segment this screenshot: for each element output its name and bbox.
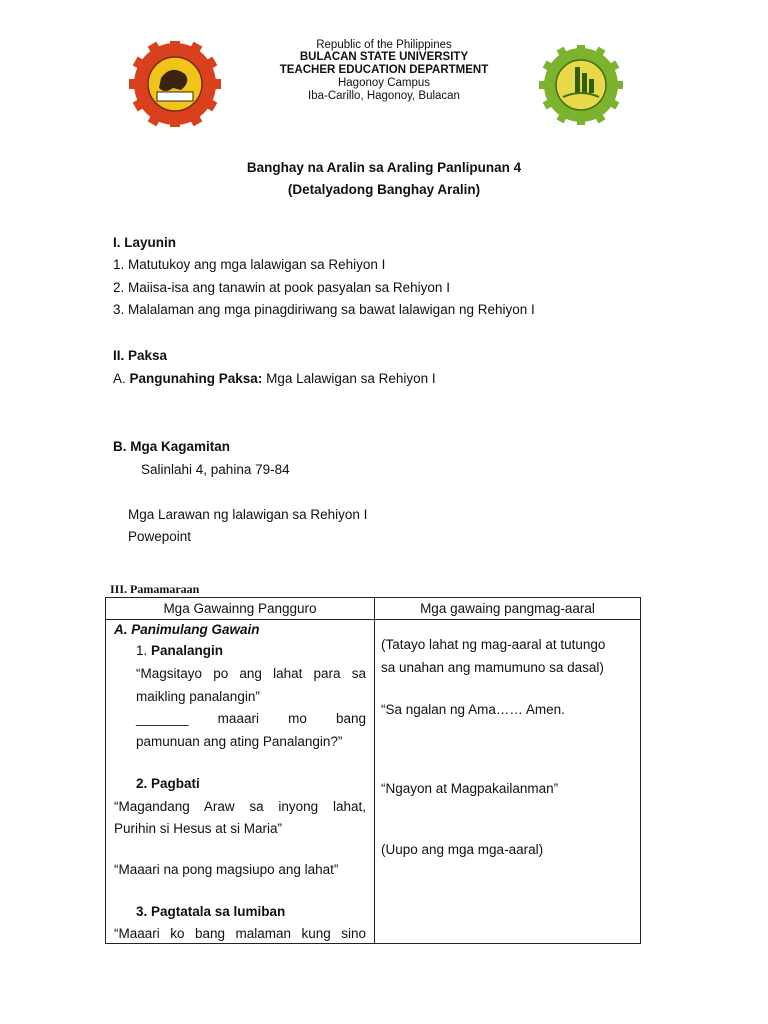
kagamitan-book: Salinlahi 4, pahina 79-84	[141, 462, 290, 477]
layunin-heading: I. Layunin	[113, 235, 177, 250]
paksa-heading: II. Paksa	[113, 348, 168, 363]
step-pagbati: 2. Pagbati	[136, 776, 200, 791]
student-line: “Sa ngalan ng Ama…… Amen.	[381, 702, 565, 717]
lesson-plan-title: Banghay na Aralin sa Araling Panlipunan 4	[246, 160, 522, 175]
layunin-item: 1. Matutukoy ang mga lalawigan sa Rehiyon I	[113, 257, 386, 272]
paksa-prefix: A.	[113, 371, 126, 386]
university-name: BULACAN STATE UNIVERSITY	[299, 51, 469, 63]
student-activities-cell	[375, 620, 641, 944]
teacher-line: pamunuan ang ating Panalangin?”	[136, 734, 343, 749]
campus-name: Hagonoy Campus	[337, 77, 431, 89]
step-label: Panalangin	[151, 643, 224, 658]
student-column-header: Mga gawaing pangmag-aaral	[375, 598, 641, 620]
teacher-column-header: Mga Gawainng Pangguro	[106, 598, 375, 620]
procedure-table	[105, 597, 641, 944]
lesson-plan-subtitle: (Detalyadong Banghay Aralin)	[287, 182, 481, 197]
student-line: sa unahan ang mamumuno sa dasal)	[381, 660, 604, 675]
pamamaraan-heading: III. Pamamaraan	[110, 582, 200, 596]
layunin-item: 3. Malalaman ang mga pinagdiriwang sa bawat lalawigan ng Rehiyon I	[113, 302, 535, 317]
kagamitan-item: Powepoint	[128, 529, 192, 544]
step-number: 1.	[136, 643, 148, 658]
student-line: (Tatayo lahat ng mag-aaral at tutungo	[381, 637, 606, 652]
department-name: TEACHER EDUCATION DEPARTMENT	[279, 64, 489, 76]
campus-address: Iba-Carillo, Hagonoy, Bulacan	[308, 90, 460, 102]
paksa-value: Mga Lalawigan sa Rehiyon I	[266, 371, 436, 386]
republic-line: Republic of the Philippines	[316, 39, 452, 51]
step-pagtatala: 3. Pagtatala sa lumiban	[136, 904, 286, 919]
student-line: (Uupo ang mga mga-aaral)	[381, 842, 544, 857]
kagamitan-heading: B. Mga Kagamitan	[113, 439, 231, 454]
teacher-line: “Maaari na pong magsiupo ang lahat”	[114, 862, 339, 877]
teacher-line: _______ maaari mo bang	[136, 711, 366, 726]
teacher-line: maikling panalangin”	[136, 689, 260, 704]
paksa-label: Pangunahing Paksa:	[129, 371, 263, 386]
teacher-line: “Magandang Araw sa inyong lahat,	[114, 799, 366, 814]
student-line: “Ngayon at Magpakailanman”	[381, 781, 559, 796]
section-a-heading: A. Panimulang Gawain	[114, 622, 260, 637]
paksa-main-topic	[113, 371, 436, 386]
teacher-line: “Maaari ko bang malaman kung sino	[114, 926, 366, 941]
layunin-item: 2. Maiisa-isa ang tanawin at pook pasyalan sa Rehiyon I	[113, 280, 450, 295]
teacher-line: “Magsitayo po ang lahat para sa	[136, 666, 366, 681]
step-panalangin	[136, 643, 223, 658]
teacher-activities-cell	[106, 620, 375, 944]
table-header-row	[106, 598, 641, 620]
teacher-line: Purihin si Hesus at si Maria”	[114, 821, 283, 836]
table-row	[106, 620, 641, 944]
kagamitan-item: Mga Larawan ng lalawigan sa Rehiyon I	[128, 507, 368, 522]
